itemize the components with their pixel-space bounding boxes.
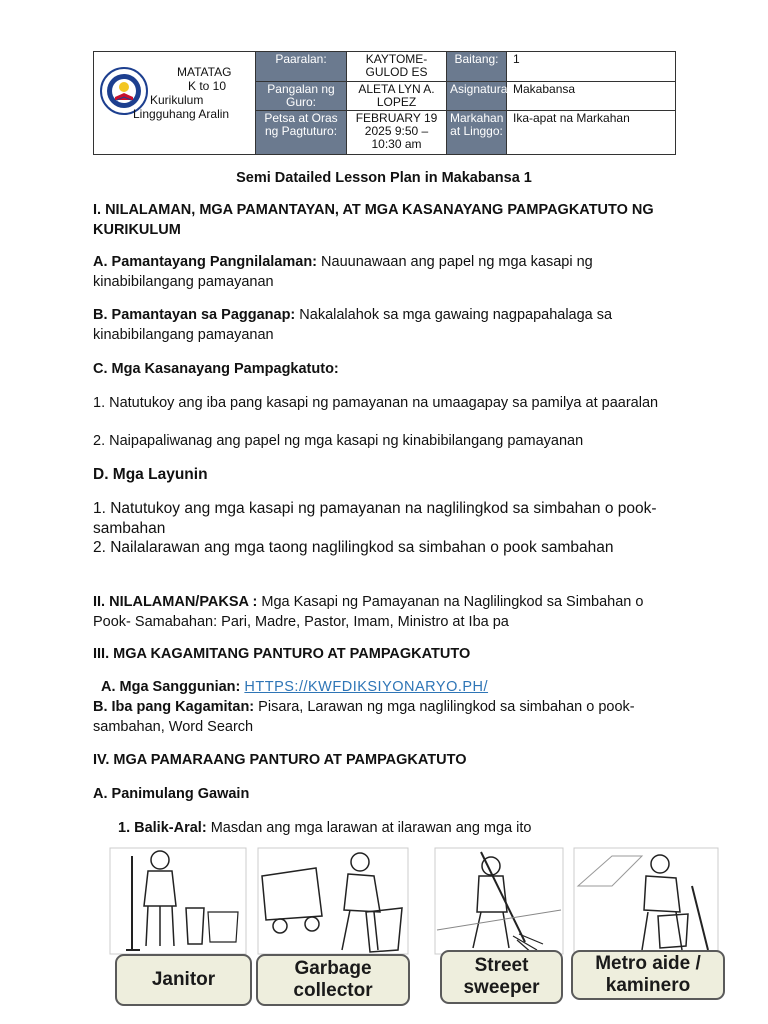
curriculum-label	[133, 65, 260, 121]
other-materials-label: B. Iba pang Kagamitan:	[93, 699, 255, 715]
logo-cell	[94, 52, 256, 155]
curriculum-line-3: Kurikulum	[150, 93, 204, 107]
caption-garbage-collector: Garbage collector	[256, 954, 410, 1006]
topic-label: II. NILALAMAN/PAKSA :	[93, 594, 258, 610]
caption-janitor: Janitor	[115, 954, 252, 1006]
quarter-label: Markahan at Linggo:	[447, 111, 507, 155]
subject-value: Makabansa	[507, 82, 676, 111]
section-3-heading: III. MGA KAGAMITANG PANTURO AT PAMPAGKATUTO	[93, 646, 471, 662]
other-materials-text: Pisara, Larawan ng mga naglilingkod sa simbahan o pook-sambahan, Word Search	[93, 699, 635, 735]
school-label: Paaralan:	[256, 52, 347, 82]
objectives-heading: D. Mga Layunin	[93, 466, 208, 483]
teacher-label: Pangalan ng Guro:	[256, 82, 347, 111]
references-link[interactable]: HTTPS://KWFDIKSIYONARYO.PH/	[244, 679, 489, 695]
references-label: A. Mga Sanggunian:	[101, 679, 241, 695]
section-4-heading: IV. MGA PAMARAANG PANTURO AT PAMPAGKATUTO	[93, 752, 467, 768]
header-table	[93, 51, 676, 155]
performance-standard-text: Nakalalahok sa mga gawaing nagpapahalaga sa kinabibilangang pamayanan	[93, 307, 613, 343]
date-label: Petsa at Oras ng Pagtuturo:	[256, 111, 347, 155]
janitor-illustration-icon	[108, 846, 248, 956]
picture-metro-aide	[572, 846, 720, 1004]
grade-label: Baitang:	[447, 52, 507, 82]
objective-item-2: 2. Nailalarawan ang mga taong naglilingkod sa simbahan o pook sambahan	[93, 539, 614, 556]
caption-street-sweeper: Street sweeper	[440, 950, 563, 1004]
performance-standard-label: B. Pamantayan sa Pagganap:	[93, 307, 296, 323]
intro-activity-heading: A. Panimulang Gawain	[93, 786, 250, 802]
topic-text: Mga Kasapi ng Pamayanan na Naglilingkod sa Simbahan o Pook- Samabahan: Pari, Madre, Pastor, Imam, Ministro at Iba pa	[93, 594, 644, 630]
subject-label: Asignatura:	[447, 82, 507, 111]
review-line	[93, 818, 675, 838]
standard-content	[93, 252, 675, 292]
date-value: FEBRUARY 19 2025 9:50 – 10:30 am	[347, 111, 447, 155]
caption-metro-aide: Metro aide / kaminero	[571, 950, 725, 1000]
curriculum-line-4: Lingguhang Aralin	[133, 107, 230, 121]
street-sweeper-illustration-icon	[433, 846, 565, 956]
performance-standard	[93, 305, 675, 345]
curriculum-line-1: MATATAG	[177, 65, 232, 79]
metro-aide-illustration-icon	[572, 846, 720, 956]
curriculum-line-2: K to 10	[188, 79, 227, 93]
competency-item-2: 2. Naipapaliwanag ang papel ng mga kasapi ng kinabibilangang pamayanan	[93, 433, 584, 449]
competency-item-1: 1. Natutukoy ang iba pang kasapi ng pamayanan na umaagapay sa pamilya at paaralan	[93, 395, 659, 411]
grade-value: 1	[507, 52, 676, 82]
garbage-collector-illustration-icon	[256, 846, 410, 956]
section-1-heading: I. NILALAMAN, MGA PAMANTAYAN, AT MGA KASANAYANG PAMPAGKATUTO NG KURIKULUM	[93, 202, 654, 238]
references-line	[93, 677, 675, 697]
document-title: Semi Datailed Lesson Plan in Makabansa 1	[236, 170, 532, 186]
teacher-value: ALETA LYN A. LOPEZ	[347, 82, 447, 111]
picture-garbage-collector	[256, 846, 410, 1004]
standard-content-label: A. Pamantayang Pangnilalaman:	[93, 254, 318, 270]
objective-item-1: 1. Natutukoy ang mga kasapi ng pamayanan na naglilingkod sa simbahan o pook-sambahan	[93, 500, 657, 537]
quarter-value: Ika-apat na Markahan	[507, 111, 676, 155]
review-text: Masdan ang mga larawan at ilarawan ang mga ito	[210, 820, 532, 836]
picture-street-sweeper	[433, 846, 565, 1004]
picture-janitor	[108, 846, 248, 1004]
review-label: 1. Balik-Aral:	[118, 820, 207, 836]
competencies-heading: C. Mga Kasanayang Pampagkatuto:	[93, 361, 339, 377]
standard-content-text: Nauunawaan ang papel ng mga kasapi ng kinabibilangang pamayanan	[93, 254, 593, 290]
other-materials	[93, 697, 675, 737]
topic-section	[93, 592, 675, 632]
school-value: KAYTOME-GULOD ES	[347, 52, 447, 82]
